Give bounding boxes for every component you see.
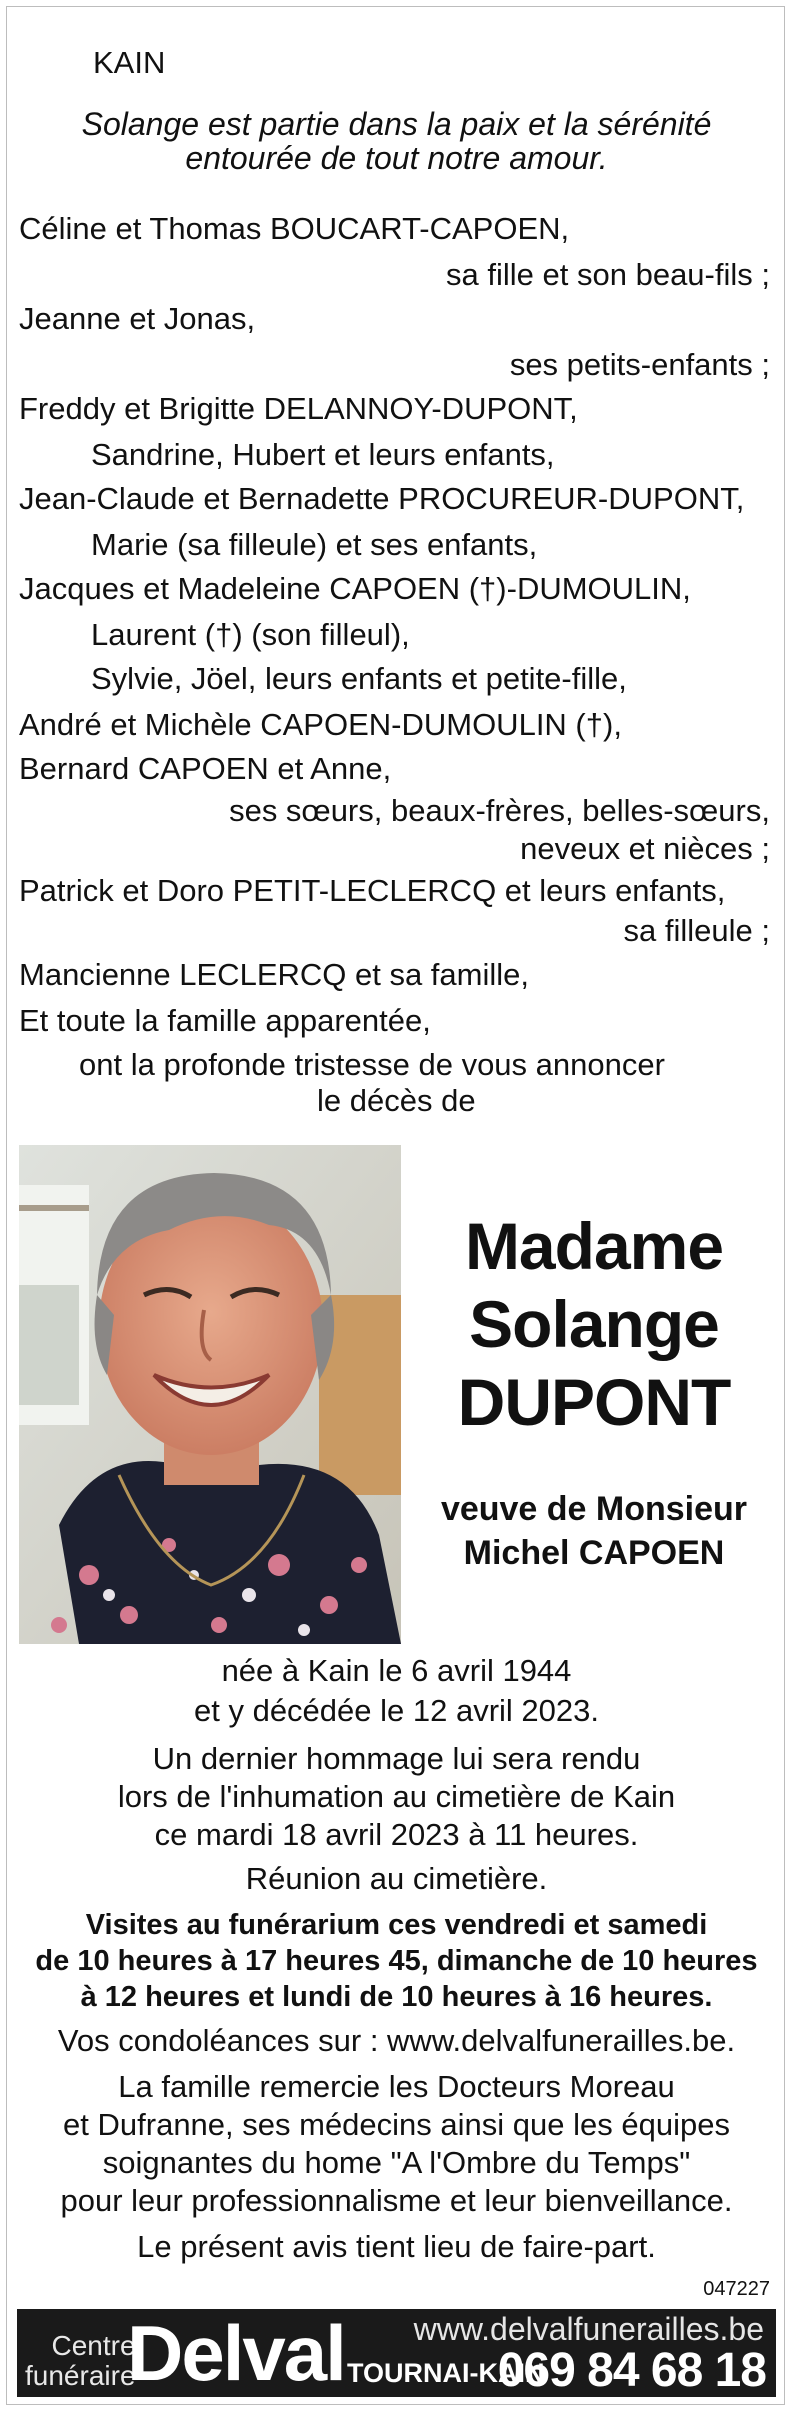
meeting-line: Réunion au cimetière. <box>245 1861 548 1896</box>
widow-line: Michel CAPOEN <box>463 1534 725 1572</box>
announcement-line: le décès de <box>317 1083 476 1118</box>
phone-number: 069 84 68 18 <box>497 2344 766 2397</box>
centre-funeraire-label <box>25 2331 136 2391</box>
thanks-line: soignantes du home "A l'Ombre du Temps" <box>102 2145 691 2180</box>
family-relation: sa fille et son beau-fils ; <box>446 257 770 292</box>
family-line: Sandrine, Hubert et leurs enfants, <box>91 437 555 472</box>
thanks-line: pour leur professionnalisme et leur bienveillance. <box>60 2183 733 2218</box>
reference-number: 047227 <box>703 2278 770 2300</box>
family-relation: neveux et nièces ; <box>520 831 770 866</box>
condolences-line: Vos condoléances sur : www.delvalfunerailles.be. <box>57 2023 736 2058</box>
notice-line: Le présent avis tient lieu de faire-part. <box>137 2229 656 2264</box>
name-line: DUPONT <box>457 1365 731 1439</box>
family-line: Céline et Thomas BOUCART-CAPOEN, <box>19 211 570 246</box>
announcement-line: ont la profonde tristesse de vous annoncer <box>79 1047 665 1082</box>
funeral-home-banner <box>17 2309 776 2397</box>
city-label: TOURNAI-KAIN <box>347 2358 545 2388</box>
visits-line: à 12 heures et lundi de 10 heures à 16 heures. <box>80 1981 713 2013</box>
family-line: Jeanne et Jonas, <box>19 301 256 336</box>
widow-line: veuve de Monsieur <box>440 1490 748 1528</box>
tribute-line: lors de l'inhumation au cimetière de Kain <box>117 1779 676 1814</box>
tribute-line: Un dernier hommage lui sera rendu <box>152 1741 641 1776</box>
obituary-notice <box>6 6 785 2405</box>
family-relation: sa filleule ; <box>623 913 770 948</box>
family-relation: ses petits-enfants ; <box>509 347 770 382</box>
widow-of <box>402 1487 786 1575</box>
funeraire-label: funéraire <box>25 2360 136 2391</box>
intro-line-1: Solange est partie dans la paix et la sérénité <box>81 106 712 142</box>
name-line: Solange <box>469 1287 719 1361</box>
tribute-line: ce mardi 18 avril 2023 à 11 heures. <box>154 1817 639 1852</box>
family-line: Laurent (†) (son filleul), <box>91 617 410 652</box>
family-line: Jean-Claude et Bernadette PROCUREUR-DUPONT, <box>19 481 745 516</box>
family-line: Patrick et Doro PETIT-LECLERCQ et leurs enfants, <box>19 873 726 908</box>
family-line: Jacques et Madeleine CAPOEN (†)-DUMOULIN, <box>19 571 691 606</box>
brand-logo: Delval <box>127 2309 345 2397</box>
deceased-name <box>402 1207 786 1441</box>
family-line: André et Michèle CAPOEN-DUMOULIN (†), <box>19 707 622 742</box>
death-line: et y décédée le 12 avril 2023. <box>194 1693 599 1728</box>
name-line: Madame <box>464 1209 724 1283</box>
intro-line-2: entourée de tout notre amour. <box>185 140 608 176</box>
family-line: Marie (sa filleule) et ses enfants, <box>91 527 538 562</box>
family-line: Sylvie, Jöel, leurs enfants et petite-fille, <box>91 661 627 696</box>
thanks-line: et Dufranne, ses médecins ainsi que les équipes <box>63 2107 730 2142</box>
visits-line: de 10 heures à 17 heures 45, dimanche de 10 heures <box>35 1945 758 1977</box>
website-link[interactable]: www.delvalfunerailles.be <box>413 2311 764 2347</box>
family-line: Freddy et Brigitte DELANNOY-DUPONT, <box>19 391 578 426</box>
visits-line: Visites au funérarium ces vendredi et samedi <box>85 1909 708 1941</box>
family-line: Mancienne LECLERCQ et sa famille, <box>19 957 530 992</box>
birth-line: née à Kain le 6 avril 1944 <box>221 1653 572 1688</box>
locality-label: KAIN <box>93 45 166 80</box>
family-line: Bernard CAPOEN et Anne, <box>19 751 392 786</box>
family-line: Et toute la famille apparentée, <box>19 1003 431 1038</box>
thanks-line: La famille remercie les Docteurs Moreau <box>118 2069 675 2104</box>
family-relation: ses sœurs, beaux-frères, belles-sœurs, <box>229 793 770 828</box>
centre-label: Centre <box>51 2330 136 2361</box>
portrait-photo <box>19 1145 401 1644</box>
